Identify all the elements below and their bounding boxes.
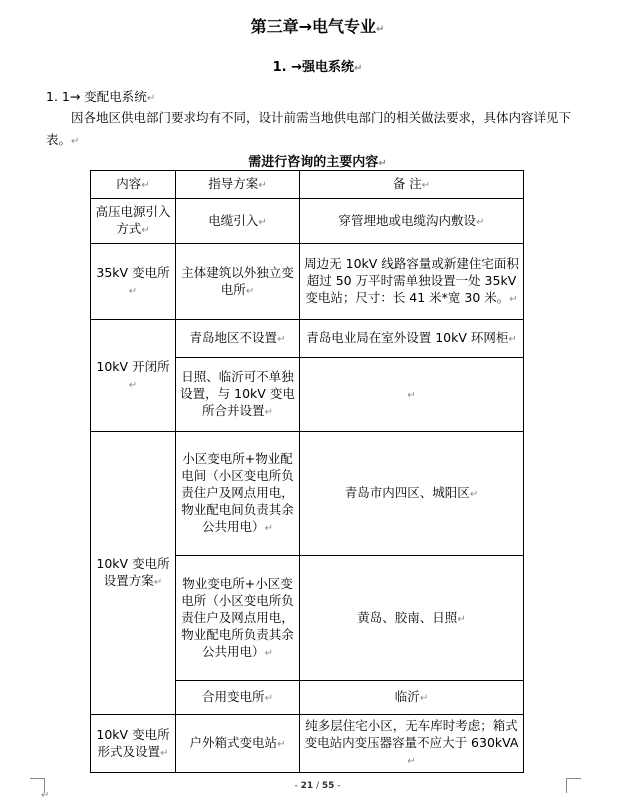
cell-plan: 主体建筑以外独立变电所↵ xyxy=(176,244,300,320)
cell-content: 高压电源引入方式↵ xyxy=(91,199,176,244)
cell-note: 临沂↵ xyxy=(300,681,524,715)
consultation-table xyxy=(90,170,524,773)
cell-note: 黄岛、胶南、日照↵ xyxy=(300,556,524,681)
cell-note: 纯多层住宅小区，无车库时考虑；箱式变电站内变压器容量不应大于 630kVA↵ xyxy=(300,715,524,773)
table-row xyxy=(91,244,524,320)
cell-plan: 小区变电所+物业配电间（小区变电所负责住户及网点用电，物业配电间负责其余公共用电）↵ xyxy=(176,432,300,556)
cell-content: 10kV 变电所设置方案↵ xyxy=(91,432,176,715)
cell-note: ↵ xyxy=(300,358,524,432)
header-cell-content: 内容↵ xyxy=(91,171,176,199)
cell-plan: 青岛地区不设置↵ xyxy=(176,320,300,358)
cell-plan: 户外箱式变电站↵ xyxy=(176,715,300,773)
table-row xyxy=(91,432,524,556)
intro-paragraph: 因各地区供电部门要求均有不同，设计前需当地供电部门的相关做法要求，具体内容详见下表。↵ xyxy=(46,110,572,147)
table-row xyxy=(91,199,524,244)
table-row xyxy=(91,320,524,358)
table-caption: 需进行咨询的主要内容↵ xyxy=(248,155,387,170)
chapter-title: 第三章→电气专业↵ xyxy=(250,17,385,36)
page-number: - 21 / 55 - xyxy=(294,781,341,791)
cell-note: 青岛市内四区、城阳区↵ xyxy=(300,432,524,556)
header-cell-note: 备 注↵ xyxy=(300,171,524,199)
table-row xyxy=(91,715,524,773)
cell-content: 35kV 变电所↵ xyxy=(91,244,176,320)
cell-note: 周边无 10kV 线路容量或新建住宅面积超过 50 万平时需单独设置一处 35kV 变电站；尺寸：长 41 米*宽 30 米。↵ xyxy=(300,244,524,320)
subsection-heading: 1. 1→ 变配电系统↵ xyxy=(46,89,156,104)
paragraph-mark: ↵ xyxy=(41,790,50,801)
cell-note: 青岛电业局在室外设置 10kV 环网柜↵ xyxy=(300,320,524,358)
cell-note: 穿管埋地或电缆沟内敷设↵ xyxy=(300,199,524,244)
cell-content: 10kV 开闭所↵ xyxy=(91,320,176,432)
cell-plan: 电缆引入↵ xyxy=(176,199,300,244)
table-header-row xyxy=(91,171,524,199)
header-cell-plan: 指导方案↵ xyxy=(176,171,300,199)
cell-plan: 合用变电所↵ xyxy=(176,681,300,715)
cell-content: 10kV 变电所形式及设置↵ xyxy=(91,715,176,773)
cell-plan: 日照、临沂可不单独设置，与 10kV 变电所合并设置↵ xyxy=(176,358,300,432)
cell-plan: 物业变电所+小区变电所（小区变电所负责住户及网点用电，物业配电所负责其余公共用电）↵ xyxy=(176,556,300,681)
section-title: 1. →强电系统↵ xyxy=(272,60,363,75)
